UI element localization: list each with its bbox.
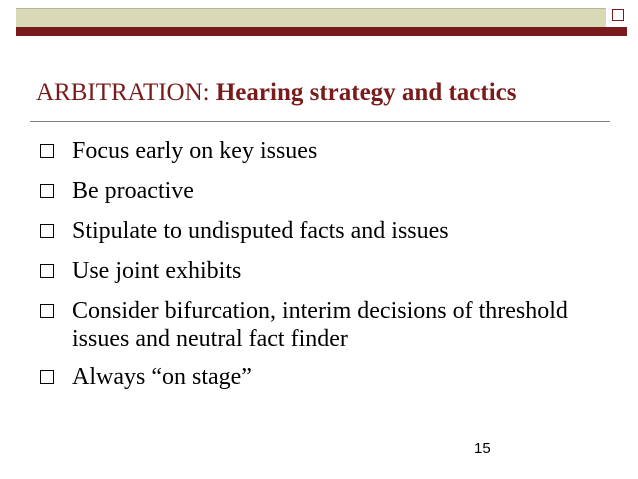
bullet-text: Focus early on key issues [72, 138, 318, 164]
bullet-text: Always “on stage” [72, 364, 252, 390]
bullet-item [36, 217, 606, 245]
bullet-list [36, 137, 606, 403]
bullet-item [36, 363, 606, 391]
hollow-square-icon [40, 304, 54, 318]
top-accent-bar [16, 27, 627, 36]
title-bold: Hearing strategy and tactics [215, 79, 517, 106]
title-prefix: ARBITRATION: [36, 79, 216, 106]
hollow-square-icon [40, 370, 54, 384]
title-divider [30, 121, 610, 122]
bullet-item [36, 177, 606, 205]
bullet-text: Use joint exhibits [72, 258, 242, 284]
bullet-item [36, 257, 606, 285]
bullet-item [36, 297, 606, 353]
hollow-square-icon [40, 224, 54, 238]
bullet-text: Be proactive [72, 178, 194, 204]
page-number: 15 [474, 440, 491, 457]
slide-title [36, 78, 616, 108]
hollow-square-icon [40, 144, 54, 158]
bullet-text: Stipulate to undisputed facts and issues [72, 218, 449, 244]
top-decorative-band [16, 8, 606, 27]
corner-square-icon [612, 9, 624, 21]
bullet-text: Consider bifurcation, interim decisions of threshold issues and neutral fact finder [72, 298, 568, 352]
hollow-square-icon [40, 184, 54, 198]
bullet-item [36, 137, 606, 165]
hollow-square-icon [40, 264, 54, 278]
